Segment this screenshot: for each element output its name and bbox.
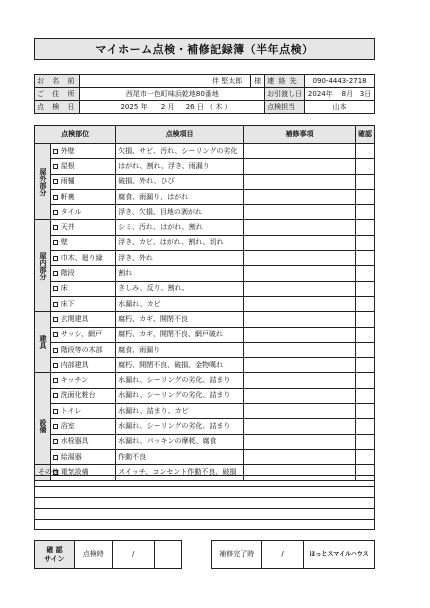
confirm-cell[interactable] xyxy=(355,327,374,342)
inspection-date-value xyxy=(80,101,265,114)
inspector-value: 山本 xyxy=(305,101,375,114)
repair-cell[interactable] xyxy=(243,189,355,204)
header-confirm: 確認 xyxy=(355,126,374,144)
group-label: 設備 xyxy=(35,373,51,480)
other-notes-box xyxy=(34,464,375,530)
delivery-month: 8月 xyxy=(341,89,354,98)
inspection-day-unit: 日 xyxy=(196,102,204,111)
signature-table xyxy=(34,540,375,569)
repair-cell[interactable] xyxy=(243,327,355,342)
inspection-year: 2025 xyxy=(120,102,139,111)
item-cell: 腐朽、開閉不良、破損、金物嘆れ xyxy=(116,358,244,373)
item-cell: 腐食、雨漏り xyxy=(116,342,244,357)
confirm-cell[interactable] xyxy=(355,419,374,434)
part-label: 雨樋 xyxy=(60,177,75,186)
confirm-cell[interactable] xyxy=(355,449,374,464)
repair-cell[interactable] xyxy=(243,312,355,327)
repair-cell[interactable] xyxy=(243,281,355,296)
repair-cell[interactable] xyxy=(243,296,355,311)
checkbox-icon[interactable] xyxy=(53,455,58,460)
confirm-cell[interactable] xyxy=(355,159,374,174)
repair-cell[interactable] xyxy=(243,342,355,357)
part-cell xyxy=(50,434,115,449)
part-label: 階段等の木部 xyxy=(60,345,103,354)
item-cell: 水漏れ、パッキンの摩耗、腐食 xyxy=(116,434,244,449)
confirm-cell[interactable] xyxy=(355,205,374,220)
part-cell xyxy=(50,419,115,434)
repair-cell[interactable] xyxy=(243,388,355,403)
inspection-row xyxy=(35,189,375,204)
inspection-year-unit: 年 xyxy=(140,102,148,111)
item-cell: 水漏れ、カビ xyxy=(116,296,244,311)
repair-cell[interactable] xyxy=(243,358,355,373)
part-cell xyxy=(50,388,115,403)
repair-complete-date[interactable]: / xyxy=(262,541,304,569)
document-title: マイホーム点検・補修記録簿（半年点検） xyxy=(95,43,314,56)
part-cell xyxy=(50,281,115,296)
item-cell: 水漏れ、シーリングの劣化、詰まり xyxy=(116,373,244,388)
part-cell xyxy=(50,312,115,327)
repair-cell[interactable] xyxy=(243,373,355,388)
item-cell: きしみ、反り、割れ、 xyxy=(116,281,244,296)
delivery-date-label: お引渡し日 xyxy=(265,88,305,101)
part-cell xyxy=(50,358,115,373)
part-label: 玄関建具 xyxy=(60,314,89,323)
repair-cell[interactable] xyxy=(243,434,355,449)
checkbox-icon[interactable] xyxy=(53,271,58,276)
header-item: 点検項目 xyxy=(116,126,244,144)
confirm-cell[interactable] xyxy=(355,342,374,357)
confirm-cell[interactable] xyxy=(355,144,374,159)
part-cell xyxy=(50,373,115,388)
confirm-cell[interactable] xyxy=(355,189,374,204)
inspection-row xyxy=(35,220,375,235)
inspector-label: 点検担当 xyxy=(265,101,305,114)
part-cell xyxy=(50,235,115,250)
confirm-cell[interactable] xyxy=(355,235,374,250)
spacer-cell xyxy=(182,541,212,569)
address-label: ご 住 所 xyxy=(35,88,80,101)
note-line[interactable] xyxy=(35,475,374,486)
item-cell: 腐朽、カギ、開閉不良、網戸破れ xyxy=(116,327,244,342)
inspection-row xyxy=(35,144,375,159)
contact-value: 090-4443-2718 xyxy=(305,75,375,88)
part-label: 浴室 xyxy=(60,421,75,430)
name-label: お 名 前 xyxy=(35,75,80,88)
item-cell: 腐食、雨漏り、はがれ xyxy=(116,189,244,204)
inspection-table-body xyxy=(35,144,375,481)
inspection-table xyxy=(34,125,375,481)
item-cell: 欠損、サビ、汚れ、シーリングの劣化 xyxy=(116,144,244,159)
checkbox-icon[interactable] xyxy=(53,179,58,184)
item-cell: 浮き、欠損、目地の剥がれ xyxy=(116,205,244,220)
part-cell xyxy=(50,449,115,464)
checkbox-icon[interactable] xyxy=(53,240,58,245)
repair-cell[interactable] xyxy=(243,449,355,464)
item-cell: 浮き、外れ xyxy=(116,251,244,266)
checkbox-icon[interactable] xyxy=(53,317,58,322)
inspection-row xyxy=(35,434,375,449)
contact-label: 連 絡 先 xyxy=(265,75,305,88)
repair-cell[interactable] xyxy=(243,220,355,235)
group-label: 屋外部分 xyxy=(35,144,51,220)
part-label: トイレ xyxy=(60,406,82,415)
repair-cell[interactable] xyxy=(243,251,355,266)
checkbox-icon[interactable] xyxy=(53,256,58,261)
part-cell xyxy=(50,220,115,235)
inspection-row xyxy=(35,296,375,311)
item-cell: 作動不良 xyxy=(116,449,244,464)
confirm-sign-label xyxy=(35,541,75,569)
inspection-row xyxy=(35,251,375,266)
confirm-sign-label-line1: 確 認 xyxy=(46,546,63,555)
checkbox-icon[interactable] xyxy=(53,164,58,169)
part-label: タイル xyxy=(60,207,82,216)
item-cell: シミ、汚れ、はがれ、割れ xyxy=(116,220,244,235)
part-label: 階段 xyxy=(60,269,75,278)
part-label: 内部建具 xyxy=(60,360,89,369)
inspection-row xyxy=(35,404,375,419)
note-line[interactable] xyxy=(35,486,374,497)
inspection-row xyxy=(35,174,375,189)
confirm-cell[interactable] xyxy=(355,404,374,419)
confirm-cell[interactable] xyxy=(355,373,374,388)
delivery-date-value xyxy=(305,88,375,101)
confirm-sign-label-line2: サイン xyxy=(44,554,65,563)
part-label: 水栓器具 xyxy=(60,437,89,446)
inspection-month: 2 xyxy=(160,102,166,111)
checkbox-icon[interactable] xyxy=(53,332,58,337)
confirm-cell[interactable] xyxy=(355,296,374,311)
header-part: 点検部位 xyxy=(35,126,116,144)
inspection-row xyxy=(35,205,375,220)
inspection-month-unit: 月 xyxy=(167,102,175,111)
other-notes-label: その他 xyxy=(38,468,59,476)
inspection-weekday: （ 木 ） xyxy=(206,102,232,111)
inspection-row xyxy=(35,358,375,373)
note-line[interactable] xyxy=(35,497,374,508)
item-cell: 水漏れ、シーリングの劣化、詰まり xyxy=(116,388,244,403)
confirm-cell[interactable] xyxy=(355,388,374,403)
inspection-time-date[interactable]: / xyxy=(112,541,154,569)
part-label: 巾木、廻り縁 xyxy=(60,253,103,262)
part-label: キッチン xyxy=(60,376,89,385)
inspection-row xyxy=(35,312,375,327)
repair-cell[interactable] xyxy=(243,205,355,220)
document-title-box xyxy=(34,38,375,60)
inspection-row xyxy=(35,281,375,296)
repair-cell[interactable] xyxy=(243,235,355,250)
inspection-row xyxy=(35,419,375,434)
inspection-row xyxy=(35,266,375,281)
repair-cell[interactable] xyxy=(243,174,355,189)
item-cell: 浮き、カビ、はがれ、割れ、切れ xyxy=(116,235,244,250)
confirm-cell[interactable] xyxy=(355,281,374,296)
confirm-cell[interactable] xyxy=(355,434,374,449)
item-cell: 水漏れ、詰まり、カビ xyxy=(116,404,244,419)
inspection-row xyxy=(35,327,375,342)
part-label: 床 xyxy=(60,284,68,293)
inspection-row xyxy=(35,388,375,403)
part-cell xyxy=(50,144,115,159)
part-cell xyxy=(50,251,115,266)
part-label: 洗面化粧台 xyxy=(60,391,96,400)
repair-cell[interactable] xyxy=(243,404,355,419)
delivery-year: 2024年 xyxy=(307,89,333,98)
part-label: 天井 xyxy=(60,223,75,232)
part-label: 軒裏 xyxy=(60,192,75,201)
item-cell: はがれ、割れ、浮き、雨漏り xyxy=(116,159,244,174)
part-cell xyxy=(50,159,115,174)
inspection-date-label: 点 検 日 xyxy=(35,101,80,114)
confirm-cell[interactable] xyxy=(355,312,374,327)
part-cell xyxy=(50,327,115,342)
confirm-cell[interactable] xyxy=(355,174,374,189)
checkbox-icon[interactable] xyxy=(53,393,58,398)
checkbox-icon[interactable] xyxy=(53,363,58,368)
part-label: 床下 xyxy=(60,299,75,308)
item-cell: 破損、外れ、ひび xyxy=(116,174,244,189)
note-line[interactable] xyxy=(35,508,374,519)
part-label: 壁 xyxy=(60,238,68,247)
customer-info-table xyxy=(34,74,375,114)
confirm-cell[interactable] xyxy=(355,220,374,235)
header-repair: 補修事項 xyxy=(243,126,355,144)
address-value: 西尾市一色町味浜乾地80番地 xyxy=(80,88,265,101)
company-name: ほっとスマイルハウス xyxy=(303,541,374,569)
inspection-row xyxy=(35,159,375,174)
repair-cell[interactable] xyxy=(243,419,355,434)
checkbox-icon[interactable] xyxy=(53,210,58,215)
item-cell: 水漏れ、シーリングの劣化、詰まり xyxy=(116,419,244,434)
note-line[interactable] xyxy=(35,519,374,530)
repair-cell[interactable] xyxy=(243,159,355,174)
inspection-row xyxy=(35,342,375,357)
inspection-day: 26 xyxy=(185,102,195,111)
inspection-row xyxy=(35,373,375,388)
inspection-time-label: 点検時 xyxy=(74,541,112,569)
item-cell: 割れ xyxy=(116,266,244,281)
part-cell xyxy=(50,342,115,357)
confirm-cell[interactable] xyxy=(355,251,374,266)
part-cell xyxy=(50,296,115,311)
part-cell xyxy=(50,205,115,220)
part-label: 給湯器 xyxy=(60,452,82,461)
checkbox-icon[interactable] xyxy=(53,225,58,230)
part-cell xyxy=(50,174,115,189)
honorific: 様 xyxy=(251,75,265,88)
part-cell xyxy=(50,189,115,204)
part-cell xyxy=(50,404,115,419)
part-label: サッシ、網戸 xyxy=(60,330,102,339)
part-cell xyxy=(50,266,115,281)
name-value: 伴 堅太郎 xyxy=(80,75,251,88)
checkbox-icon[interactable] xyxy=(53,409,58,414)
checkbox-icon[interactable] xyxy=(53,195,58,200)
delivery-day: 3日 xyxy=(359,89,372,98)
checkbox-icon[interactable] xyxy=(53,424,58,429)
part-label: 外壁 xyxy=(60,146,75,155)
checkbox-icon[interactable] xyxy=(53,149,58,154)
inspection-time-sign[interactable] xyxy=(154,541,182,569)
part-label: 電気設備 xyxy=(60,467,89,476)
repair-cell[interactable] xyxy=(243,266,355,281)
checkbox-icon[interactable] xyxy=(53,286,58,291)
group-label: 建具 xyxy=(35,312,51,373)
inspection-row xyxy=(35,235,375,250)
inspection-row xyxy=(35,449,375,464)
item-cell: 腐朽、カギ、開閉不良 xyxy=(116,312,244,327)
item-cell: スイッチ、コンセント作動不良、破損 xyxy=(116,465,244,480)
checkbox-icon[interactable] xyxy=(53,439,58,444)
checkbox-icon[interactable] xyxy=(53,348,58,353)
checkbox-icon[interactable] xyxy=(53,302,58,307)
confirm-cell[interactable] xyxy=(355,358,374,373)
checkbox-icon[interactable] xyxy=(53,378,58,383)
group-label: 屋内部分 xyxy=(35,220,51,312)
confirm-cell[interactable] xyxy=(355,266,374,281)
part-label: 屋根 xyxy=(60,161,75,170)
repair-complete-label: 補修完了時 xyxy=(212,541,262,569)
repair-cell[interactable] xyxy=(243,144,355,159)
